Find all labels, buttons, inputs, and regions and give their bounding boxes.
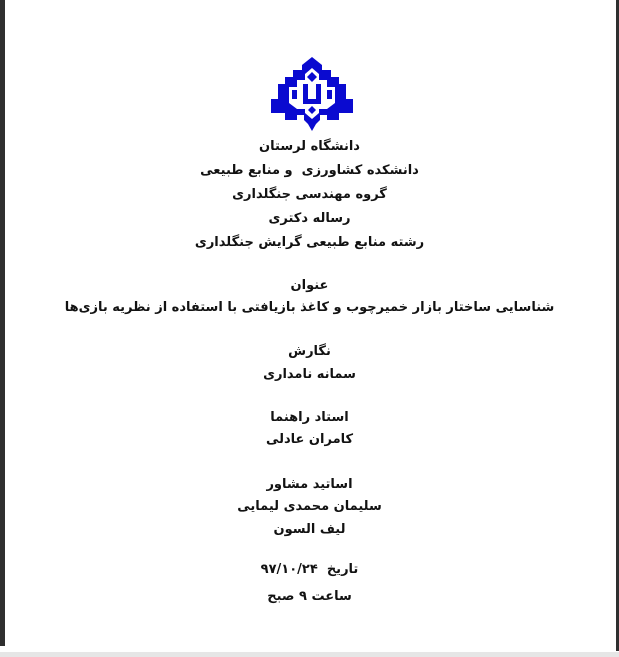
- defense-date: تاریخ ۹۷/۱۰/۲۴: [260, 562, 359, 577]
- title-label: عنوان: [290, 278, 329, 293]
- faculty-name: دانشکده کشاورزی و منابع طبیعی: [200, 163, 419, 178]
- viewer-left-edge: [0, 0, 5, 646]
- thesis-type: رساله دکتری: [268, 211, 351, 226]
- department-name: گروه مهندسی جنگلداری: [232, 187, 387, 202]
- field-of-study: رشته منابع طبیعی گرایش جنگلداری: [194, 235, 425, 250]
- supervisor-label: استاد راهنما: [270, 410, 349, 425]
- thesis-title: شناسایی ساختار بازار خمیرچوب و کاغذ بازیافتی با استفاده از نظریه بازی‌ها: [64, 300, 555, 315]
- defense-time: ساعت ۹ صبح: [267, 589, 352, 604]
- university-name: دانشگاه لرستان: [259, 139, 360, 154]
- university-logo: [269, 57, 355, 131]
- advisor-name-2: لیف السون: [273, 522, 346, 537]
- author-label: نگارش: [288, 344, 331, 359]
- advisors-label: اساتید مشاور: [266, 477, 353, 492]
- advisor-name-1: سلیمان محمدی لیمایی: [237, 499, 382, 514]
- author-name: سمانه نامداری: [263, 367, 356, 382]
- horizontal-scrollbar-track[interactable]: [0, 652, 619, 657]
- supervisor-name: کامران عادلی: [265, 432, 354, 447]
- lorestan-university-emblem-icon: [269, 57, 355, 131]
